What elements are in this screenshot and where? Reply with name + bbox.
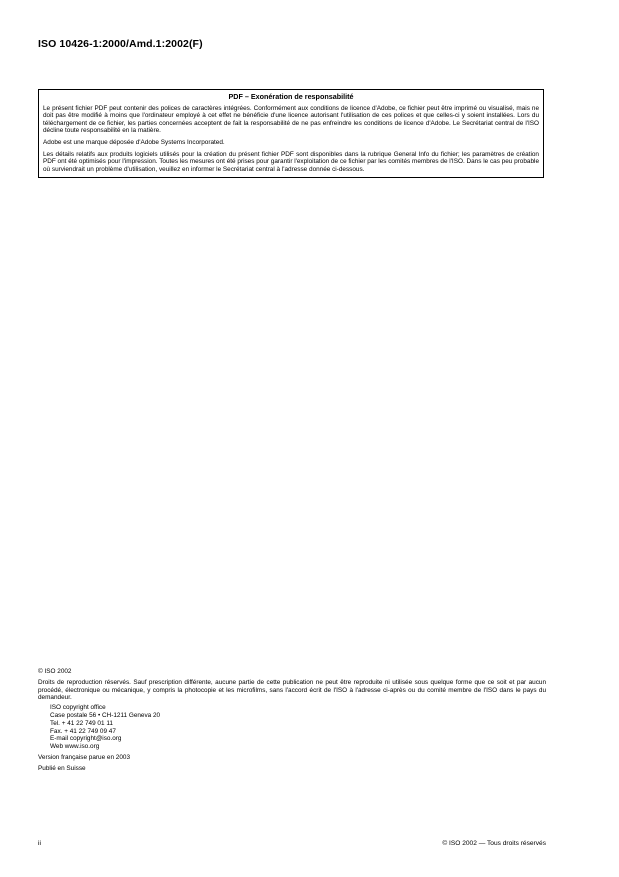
address-line-web: Web www.iso.org bbox=[50, 743, 100, 751]
address-line-office: ISO copyright office bbox=[50, 704, 106, 712]
pdf-disclaimer-box bbox=[38, 89, 544, 178]
document-identifier: ISO 10426-1:2000/Amd.1:2002(F) bbox=[38, 38, 203, 50]
address-line-telephone: Tel. + 41 22 749 01 11 bbox=[50, 719, 113, 727]
published-line: Publié en Suisse bbox=[38, 764, 86, 772]
version-line: Version française parue en 2003 bbox=[38, 753, 131, 761]
iso-copyright-office-address bbox=[50, 704, 546, 751]
address-line-fax: Fax. + 41 22 749 09 47 bbox=[50, 727, 116, 735]
disclaimer-paragraph-license: Le présent fichier PDF peut contenir des polices de caractères intégrées. Conformément aux conditions de licence d'Adobe, ce fichier peut être imprimé ou visualisé, mais ne doit pas être modifié à moins que l'ordinateur employé à cet effet ne bénéficie d'une licence autorisant l'utilisation de ces polices et que celles-ci y soient installées. Lors du téléchargement de ce fichier, les parties concernées acceptent de fait la responsabilité de ne pas enfreindre les conditions de licence d'Adobe. Le Secrétariat central de l'ISO décline toute responsabilité en la matière. bbox=[43, 104, 539, 135]
disclaimer-paragraph-trademark: Adobe est une marque déposée d'Adobe Systems Incorporated. bbox=[43, 138, 225, 146]
address-line-email: E-mail copyright@iso.org bbox=[50, 735, 122, 743]
copyright-notice: © ISO 2002 bbox=[38, 668, 72, 675]
disclaimer-paragraph-details: Les détails relatifs aux produits logiciels utilisés pour la création du présent fichier PDF sont disponibles dans la rubrique General Info du fichier; les paramètres de création PDF ont été optimisés pour l'impression. Toutes les mesures ont été prises pour garantir l'exploitation de ce fichier par les comités membres de l'ISO. Dans le cas peu probable où surviendrait un problème d'utilisation, veuillez en informer le Secrétariat central à l'adresse donnée ci-dessous. bbox=[43, 150, 539, 173]
reproduction-rights-text: Droits de reproduction réservés. Sauf prescription différente, aucune partie de cette publication ne peut être reproduite ni utilisée sous quelque forme que ce soit et par aucun procédé, électronique ou mécanique, y compris la photocopie et les microfilms, sans l'accord écrit de l'ISO à l'adresse ci-après ou du comité membre de l'ISO dans le pays du demandeur. bbox=[38, 678, 546, 702]
disclaimer-title: PDF – Exonération de responsabilité bbox=[228, 92, 354, 101]
footer-rights: © ISO 2002 — Tous droits réservés bbox=[442, 840, 546, 847]
page-number: ii bbox=[38, 840, 41, 847]
copyright-block bbox=[38, 668, 546, 776]
address-line-postal: Case postale 56 • CH-1211 Geneva 20 bbox=[50, 711, 161, 719]
